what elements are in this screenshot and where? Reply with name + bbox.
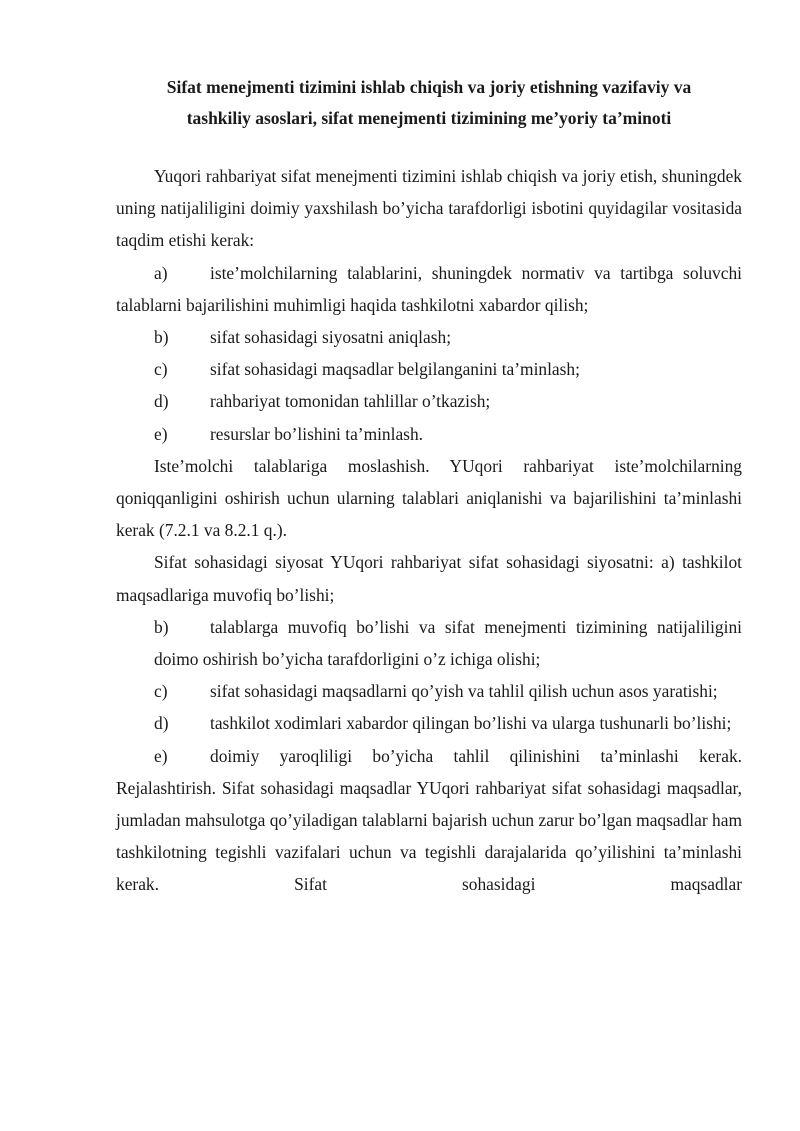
intro-paragraph: Yuqori rahbariyat sifat menejmenti tizimini ishlab chiqish va joriy etish, shuningdek uning natijaliligini doimiy yaxshilash bo’yicha tarafdorligi isbotini quyidagilar vositasida taqdim etishi kerak: [116,166,742,251]
title-line-2: tashkiliy asoslari, sifat menejmenti tizimining me’yoriy ta’minoti [186,108,672,128]
list-item [116,707,742,739]
list-item [116,611,742,643]
list-marker: b) [154,327,169,348]
title-line-1: Sifat menejmenti tizimini ishlab chiqish va joriy etishning vazifaviy va [166,77,692,97]
document-page [116,72,742,901]
list-item [116,353,742,385]
list-item-text: talablarga muvofiq bo’lishi va sifat menejmenti tizimining natijaliligini [210,616,742,637]
list-marker: c) [154,359,168,380]
list-item-text: doimiy yaroqliligi bo’yicha tahlil qilinishini ta’minlashi kerak. Rejalashtirish. Sifat sohasidagi maqsadlar YUqori rahbariyat sifat sohasidagi maqsadlar, jumladan mahsulotga qo’yiladigan talablarni bajarish uchun zarur bo’lgan maqsadlar ham tashkilotning tegishli vazifalari uchun va tegishli darajalarida qo’yilishini ta’minlashi kerak. Sifat sohasidagi maqsadlar [116,745,742,895]
list-item-text: sifat sohasidagi maqsadlarni qo’yish va tahlil qilish uchun asos yaratishi; [210,681,718,702]
quality-policy-paragraph: Sifat sohasidagi siyosat YUqori rahbariyat sifat sohasidagi siyosatni: a) tashkilot maqsadlariga muvofiq bo’lishi; [116,552,742,605]
list-marker: d) [154,391,169,412]
list-marker: b) [154,616,169,637]
list-item-text: sifat sohasidagi maqsadlar belgilanganini ta’minlash; [210,359,580,380]
list-item-text: sifat sohasidagi siyosatni aniqlash; [210,327,452,348]
list-item-text: rahbariyat tomonidan tahlillar o’tkazish; [210,391,491,412]
list-item-text: tashkilot xodimlari xabardor qilingan bo’lishi va ularga tushunarli bo’lishi; [210,713,732,734]
list-marker: e) [154,423,168,444]
policy-list [116,611,742,901]
list-item-text: iste’molchilarning talablarini, shuningdek normativ va tartibga soluvchi talablarni bajarilishini muhimligi haqida tashkilotni xabardor qilish; [116,262,742,315]
list-item [116,675,742,707]
commitment-list [116,257,742,450]
list-item-text: resurslar bo’lishini ta’minlash. [210,423,423,444]
list-item [116,257,742,321]
list-item [116,321,742,353]
list-marker: c) [154,681,168,702]
list-item-continuation: doimo oshirish bo’yicha tarafdorligini o’z ichiga olishi; [154,649,541,670]
list-item [116,740,742,901]
list-item [116,418,742,450]
list-item [116,385,742,417]
list-marker: e) [154,745,168,766]
list-marker: d) [154,713,169,734]
document-title [116,72,742,134]
customer-focus-paragraph: Iste’molchi talablariga moslashish. YUqori rahbariyat iste’molchilarning qoniqqanligini oshirish uchun ularning talablari aniqlanishi va bajarilishini ta’minlashi kerak (7.2.1 va 8.2.1 q.). [116,455,742,541]
list-marker: a) [154,262,168,283]
